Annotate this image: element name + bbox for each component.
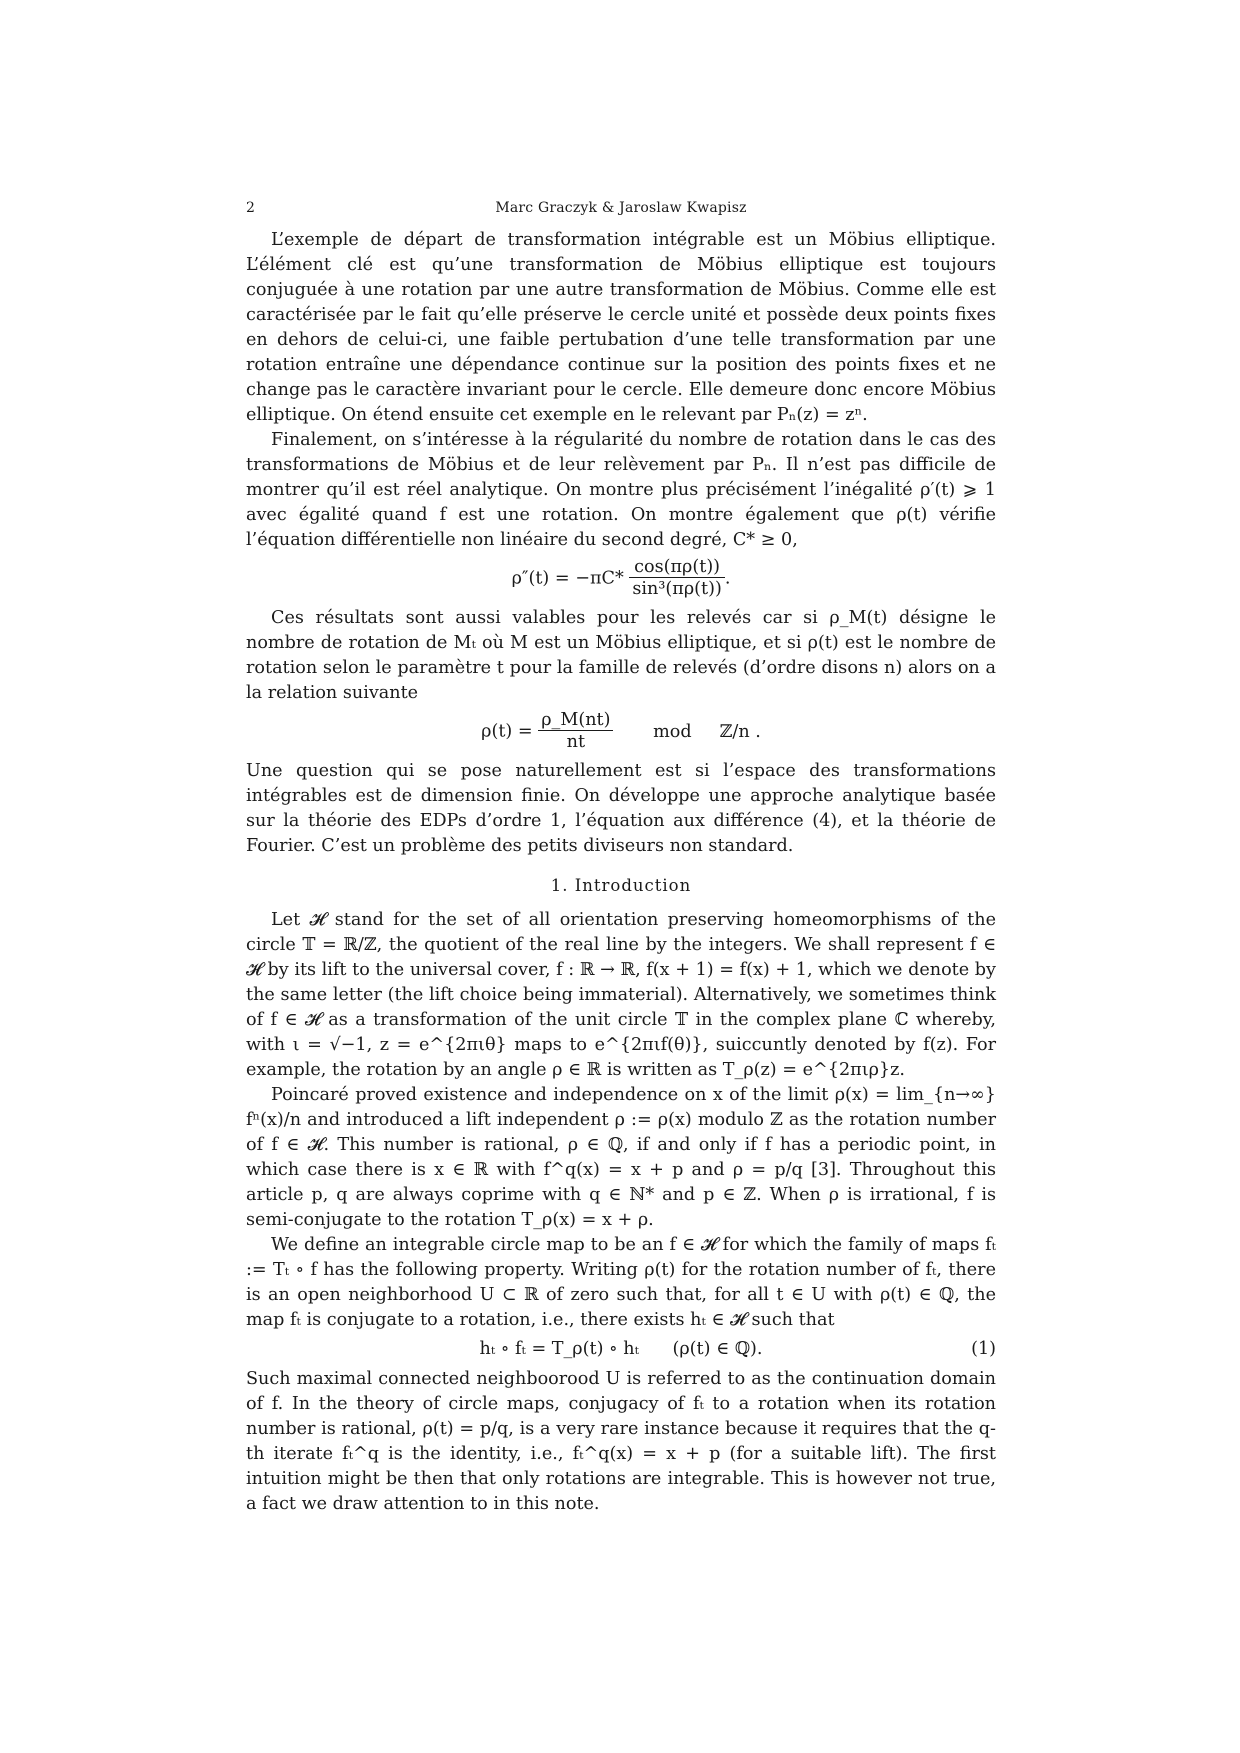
equation-body: hₜ ∘ fₜ = T_ρ(t) ∘ hₜ (ρ(t) ∈ ℚ). <box>479 1339 763 1359</box>
running-header-authors: Marc Graczyk & Jaroslaw Kwapisz <box>495 200 747 216</box>
equation-lhs: ρ″(t) = −πC* <box>511 568 624 589</box>
abstract-paragraph-2: Finalement, on s’intéresse à la régularité du nombre de rotation dans le cas des transformations de Möbius et de leur relèvement par Pₙ. Il n’est pas difficile de montrer qu’il est réel analytique. On montre plus précisément l’inégalité ρ′(t) ⩾ 1 avec égalité quand f est une rotation. On montre également que ρ(t) vérifie l’équation différentielle non linéaire du second degré, C* ≥ 0, <box>246 430 996 550</box>
fraction-denominator: sin³(πρ(t)) <box>632 579 722 599</box>
section-heading: 1. Introduction <box>550 876 692 895</box>
page-number: 2 <box>246 200 255 216</box>
equation-rho-lift <box>246 710 996 753</box>
equation-modulo: mod ℤ/n . <box>653 721 761 742</box>
fraction-numerator: cos(πρ(t)) <box>629 557 724 578</box>
equation-1 <box>246 1337 996 1361</box>
equation-fraction <box>538 710 613 753</box>
intro-paragraph-2: Poincaré proved existence and independence on x of the limit ρ(x) = lim_{n→∞} fⁿ(x)/n and introduced a lift independent ρ := ρ(x) modulo ℤ as the rotation number of f ∈ 𝓗. This number is rational, ρ ∈ ℚ, if and only if f has a periodic point, in which case there is x ∈ ℝ with f^q(x) = x + p and ρ = p/q [3]. Throughout this article p, q are always coprime with q ∈ ℕ* and p ∈ ℤ. When ρ is irrational, f is semi-conjugate to the rotation T_ρ(x) = x + ρ. <box>246 1085 996 1230</box>
running-header <box>246 200 996 222</box>
equation-fraction <box>629 557 724 600</box>
fraction-numerator: ρ_M(nt) <box>538 710 613 731</box>
equation-rho-second-derivative <box>246 557 996 600</box>
equation-lhs: ρ(t) = <box>481 721 533 742</box>
abstract-paragraph-1: L’exemple de départ de transformation intégrable est un Möbius elliptique. L’élément clé est qu’une transformation de Möbius elliptique est toujours conjuguée à une rotation par une autre transformation de Möbius. Comme elle est caractérisée par le fait qu’elle préserve le cercle unité et possède deux points fixes en dehors de celui-ci, une faible pertubation d’une telle transformation par une rotation entraîne une dépendance continue sur la position des points fixes et ne change pas le caractère invariant pour le cercle. Elle demeure donc encore Möbius elliptique. On étend ensuite cet exemple en le relevant par Pₙ(z) = zⁿ. <box>246 230 996 425</box>
intro-paragraph-1: Let 𝓗 stand for the set of all orientation preserving homeomorphisms of the circle 𝕋 = ℝ/ℤ, the quotient of the real line by the integers. We shall represent f ∈ 𝓗 by its lift to the universal cover, f : ℝ → ℝ, f(x + 1) = f(x) + 1, which we denote by the same letter (the lift choice being immaterial). Alternatively, we sometimes think of f ∈ 𝓗 as a transformation of the unit circle 𝕋 in the complex plane ℂ whereby, with ι = √−1, z = e^{2πιθ} maps to e^{2πιf(θ)}, suiccuntly denoted by f(z). For example, the rotation by an angle ρ ∈ ℝ is written as T_ρ(z) = e^{2πιρ}z. <box>246 910 996 1080</box>
fraction-denominator: nt <box>566 732 586 752</box>
intro-paragraph-3: We define an integrable circle map to be an f ∈ 𝓗 for which the family of maps fₜ := Tₜ ∘ f has the following property. Writing ρ(t) for the rotation number of fₜ, there is an open neighborhood U ⊂ ℝ of zero such that, for all t ∈ U with ρ(t) ∈ ℚ, the map fₜ is conjugate to a rotation, i.e., there exists hₜ ∈ 𝓗 such that <box>246 1235 996 1330</box>
equation-end: . <box>724 568 731 589</box>
intro-paragraph-4: Such maximal connected neighboorood U is referred to as the continuation domain of f. In the theory of circle maps, conjugacy of fₜ to a rotation when its rotation number is rational, ρ(t) = p/q, is a very rare instance because it requires that the q-th iterate fₜ^q is the identity, i.e., fₜ^q(x) = x + p (for a suitable lift). The first intuition might be then that only rotations are integrable. This is however not true, a fact we draw attention to in this note. <box>246 1369 996 1514</box>
abstract-paragraph-3: Ces résultats sont aussi valables pour les relevés car si ρ_M(t) désigne le nombre de rotation de Mₜ où M est un Möbius elliptique, et si ρ(t) est le nombre de rotation selon le paramètre t pour la famille de relevés (d’ordre disons n) alors on a la relation suivante <box>246 608 996 703</box>
page-body <box>246 228 996 1517</box>
equation-number: (1) <box>971 1339 996 1359</box>
abstract-paragraph-4: Une question qui se pose naturellement est si l’espace des transformations intégrables est de dimension finie. On développe une approche analytique basée sur la théorie des EDPs d’ordre 1, l’équation aux différence (4), et la théorie de Fourier. C’est un problème des petits diviseurs non standard. <box>246 761 996 856</box>
